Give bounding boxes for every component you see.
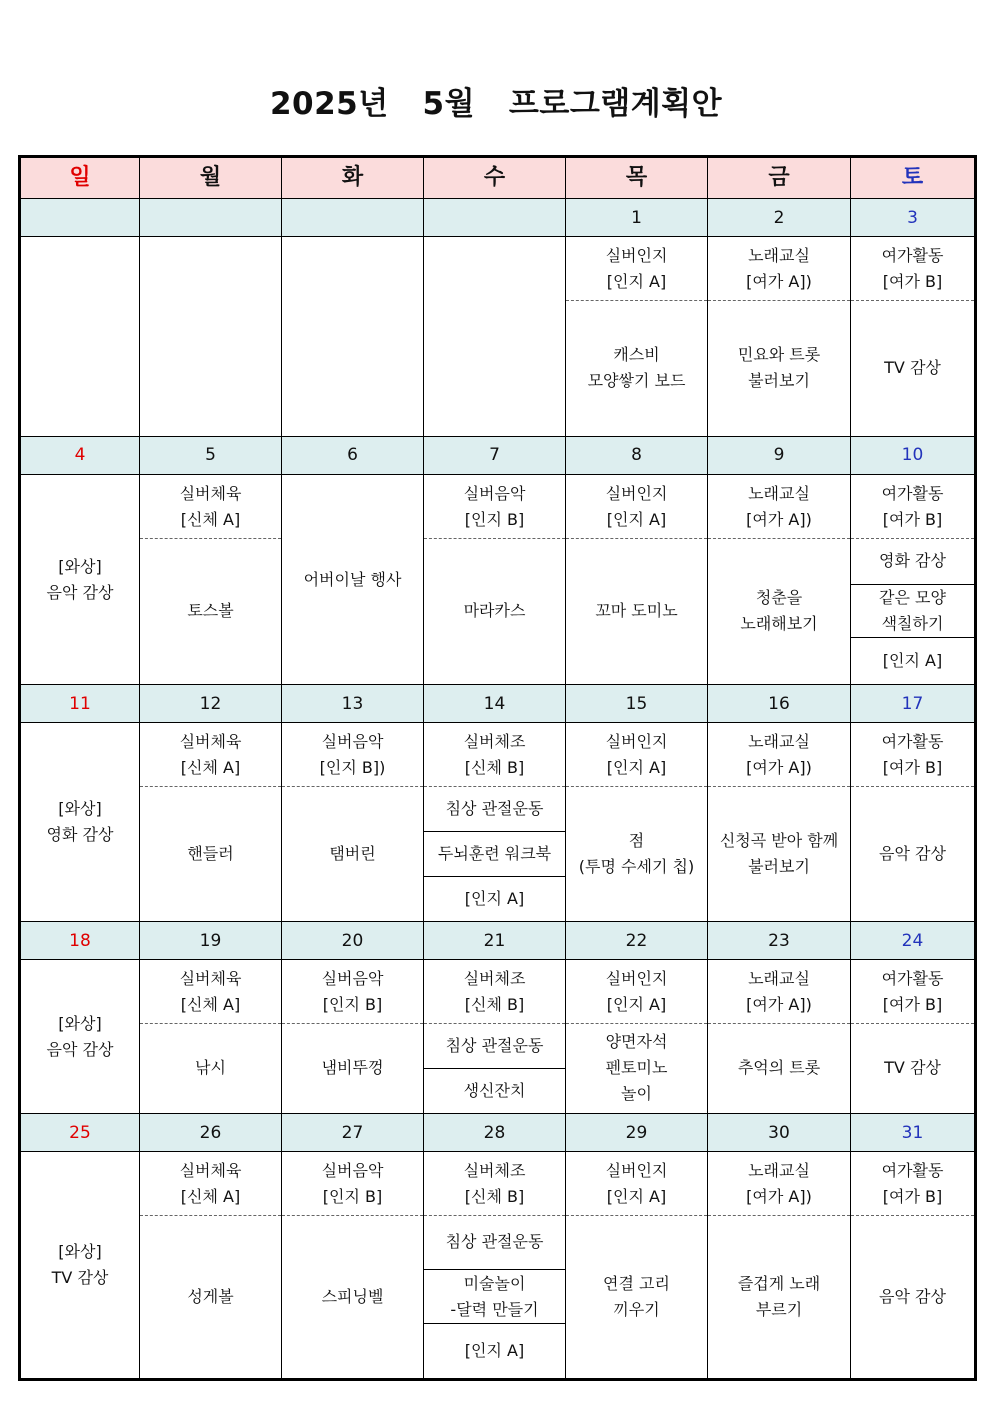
activity-text: [여가 B] [882,757,943,777]
date-cell: 17 [851,685,976,723]
activity-text: [여가 A]) [746,509,812,529]
activity-text: [신체 B] [464,1186,525,1206]
date-row [20,1114,976,1152]
program-title [566,238,707,301]
activity-text: [와상] [58,1242,102,1262]
activity-text: 실버음악 [463,483,526,503]
day-cell-wed [424,475,566,685]
date-cell [140,199,282,237]
activity-text: 미술놀이 [463,1273,526,1293]
activity-text: 노래교실 [748,245,810,265]
activity-text: -달력 만들기 [450,1299,539,1319]
activity-text: 실버체조 [463,1160,526,1180]
activity-text: 모양쌓기 보드 [587,371,686,391]
date-cell: 19 [140,922,282,960]
activity-text: 추억의 트롯 [737,1058,821,1078]
activity-text: [여가 B] [882,271,943,291]
day-cell-tue [282,475,424,685]
activity-text: (투명 수세기 칩) [578,856,695,876]
program-activity [424,877,565,921]
day-cell-wed [424,723,566,922]
program-title [708,961,850,1024]
day-cell-tue [282,1152,424,1380]
program-activity [566,1024,707,1113]
day-cell-thu [566,723,708,922]
activity-row [20,960,976,1114]
page-title: 2025년 5월 프로그램계획안 [269,86,723,122]
activity-text: 부르기 [755,1299,803,1319]
program-title [424,961,565,1024]
program-title [282,1153,423,1216]
activity-text: 여가활동 [881,483,944,503]
weekday-thursday: 목 [566,157,708,199]
program-activity [140,539,281,684]
date-cell [282,199,424,237]
activity-text: 노래교실 [748,731,810,751]
program-activity [708,1024,850,1113]
activity-text: 같은 모양 [879,588,946,608]
program-activity [566,301,707,436]
day-cell-sun [20,237,140,437]
program-title [851,476,974,539]
activity-text: 음악 감상 [879,1286,946,1306]
program-activity [566,539,707,684]
program-title [140,724,281,787]
program-activity [708,787,850,921]
program-activity [424,1324,565,1377]
date-cell: 22 [566,922,708,960]
activity-text: [와상] [58,799,102,819]
program-activity [708,301,850,436]
date-cell: 28 [424,1114,566,1152]
date-cell: 4 [20,436,140,474]
program-title [424,1153,565,1216]
activity-text: 침상 관절운동 [445,1232,544,1252]
date-cell: 7 [424,436,566,474]
day-cell-thu [566,960,708,1114]
program-title [851,238,974,301]
activity-text: 불러보기 [748,856,810,876]
date-cell: 16 [708,685,851,723]
activity-row [20,237,976,437]
program-title [566,961,707,1024]
day-cell-wed [424,1152,566,1380]
activity-text: 실버체조 [463,968,526,988]
date-cell: 24 [851,922,976,960]
weekday-saturday: 토 [851,157,976,199]
activity-text: 낚시 [195,1058,226,1078]
date-cell: 25 [20,1114,140,1152]
program-title [566,1153,707,1216]
activity-text: 노래교실 [748,968,810,988]
activity-row [20,1152,976,1380]
program-title [566,476,707,539]
activity-text: 색칠하기 [881,614,944,634]
activity-text: 실버음악 [321,1160,384,1180]
activity-text: 두뇌훈련 워크북 [437,843,552,863]
program-title [708,724,850,787]
program-activity [851,1216,974,1378]
program-title [708,1153,850,1216]
activity-text: [인지 A] [606,1186,667,1206]
activity-text: 민요와 트롯 [737,345,821,365]
day-cell-fri [708,723,851,922]
activity-text: 실버인지 [605,1160,668,1180]
date-cell: 2 [708,199,851,237]
date-cell [20,199,140,237]
activity-text: 실버인지 [605,968,668,988]
activity-text: 놀이 [621,1084,652,1104]
activity-text: [여가 A]) [746,1186,812,1206]
day-cell-fri [708,1152,851,1380]
activity-text: 실버음악 [321,968,384,988]
date-cell: 15 [566,685,708,723]
activity-text: 실버체육 [179,483,242,503]
date-cell: 9 [708,436,851,474]
program-title [140,1153,281,1216]
weekday-monday: 월 [140,157,282,199]
day-cell-tue [282,723,424,922]
program-activity [282,787,423,921]
date-cell: 6 [282,436,424,474]
day-cell-mon [140,237,282,437]
day-cell-thu [566,1152,708,1380]
activity-text: 성게볼 [187,1286,234,1306]
date-row [20,685,976,723]
program-activity [708,539,850,684]
activity-text: 연결 고리 [603,1273,670,1293]
activity-text: 스피닝벨 [321,1286,384,1306]
activity-text: [인지 A] [882,650,943,670]
activity-text: 영화 감상 [46,825,114,845]
day-cell-mon [140,1152,282,1380]
program-title [851,1153,974,1216]
activity-text: TV 감상 [884,1058,941,1078]
day-cell-sun [20,723,140,922]
date-cell: 20 [282,922,424,960]
program-activity [424,787,565,832]
date-cell: 23 [708,922,851,960]
activity-text: 점 [628,830,645,850]
program-activity [424,539,565,684]
activity-text: [인지 A] [606,757,667,777]
program-activity [424,1216,565,1270]
activity-text: 실버체육 [179,731,242,751]
activity-text: 여가활동 [881,1160,944,1180]
activity-text: [인지 B] [322,1186,383,1206]
day-cell-mon [140,723,282,922]
activity-text: [인지 A] [464,1340,525,1360]
date-row [20,436,976,474]
activity-text: 실버인지 [605,731,668,751]
program-activity [140,1216,281,1378]
program-activity [566,1216,707,1378]
activity-text: 끼우기 [613,1299,660,1319]
activity-text: 토스볼 [187,601,234,621]
activity-text: 꼬마 도미노 [595,601,678,621]
weekday-header-row [20,157,976,199]
activity-text: [와상] [58,556,102,576]
activity-text: [여가 A]) [746,757,812,777]
day-cell-sun [20,475,140,685]
day-cell-sun [20,1152,140,1380]
program-activity [282,1216,423,1378]
activity-text: 청춘을 [755,588,803,608]
activity-text: [인지 B] [464,509,525,529]
program-title [282,724,423,787]
day-cell-sun [20,960,140,1114]
activity-text: 실버인지 [605,245,668,265]
activity-text: 양면자석 [605,1032,668,1052]
activity-text: [신체 A] [180,509,241,529]
activity-text: [신체 A] [180,1186,241,1206]
day-cell-fri [708,960,851,1114]
activity-text: [인지 A] [606,271,667,291]
activity-text: 신청곡 받아 함께 [719,830,839,850]
activity-text: 펜토미노 [605,1058,668,1078]
program-title [708,238,850,301]
program-activity [851,301,974,436]
program-title [851,724,974,787]
program-activity [424,1069,565,1113]
day-cell-sat [851,1152,976,1380]
date-cell: 5 [140,436,282,474]
activity-text: 실버인지 [605,483,668,503]
weekday-wednesday: 수 [424,157,566,199]
program-activity [140,1024,281,1113]
day-cell-fri [708,237,851,437]
activity-text: 노래교실 [748,1160,810,1180]
activity-text: [신체 A] [180,994,241,1014]
date-cell: 14 [424,685,566,723]
program-activity [851,638,974,684]
activity-text: [여가 B] [882,509,943,529]
activity-text: 불러보기 [748,371,810,391]
date-cell: 13 [282,685,424,723]
activity-text: [여가 A]) [746,994,812,1014]
activity-text: 실버체육 [179,1160,242,1180]
activity-row [20,723,976,922]
day-cell-thu [566,237,708,437]
day-cell-wed [424,960,566,1114]
activity-text: 여가활동 [881,245,944,265]
date-cell: 1 [566,199,708,237]
day-cell-fri [708,475,851,685]
program-activity [851,539,974,586]
program-title [282,961,423,1024]
program-activity [851,1024,974,1113]
activity-text: 여가활동 [881,731,944,751]
activity-text: 냄비뚜껑 [321,1058,384,1078]
day-cell-tue [282,237,424,437]
activity-text: 실버음악 [321,731,384,751]
program-activity [566,787,707,921]
activity-text: [여가 B] [882,1186,943,1206]
activity-text: 캐스비 [613,345,660,365]
activity-text: 어버이날 행사 [303,569,402,589]
date-cell: 21 [424,922,566,960]
activity-text: 마라카스 [463,601,526,621]
date-cell: 26 [140,1114,282,1152]
activity-text: 노래해보기 [740,614,818,634]
day-cell-wed [424,237,566,437]
day-cell-sat [851,237,976,437]
program-title [851,961,974,1024]
date-cell: 18 [20,922,140,960]
program-title [140,961,281,1024]
activity-text: 음악 감상 [879,843,946,863]
date-cell: 3 [851,199,976,237]
date-cell: 29 [566,1114,708,1152]
activity-row [20,475,976,685]
date-cell: 11 [20,685,140,723]
activity-text: 영화 감상 [879,551,946,571]
day-cell-tue [282,960,424,1114]
activity-text: [신체 B] [464,994,525,1014]
program-activity [424,1270,565,1324]
day-cell-sat [851,960,976,1114]
program-title [424,476,565,539]
activity-text: [인지 A] [606,509,667,529]
program-activity [140,787,281,921]
program-activity [708,1216,850,1378]
date-row [20,199,976,237]
program-activity [851,787,974,921]
activity-text: 즐겁게 노래 [737,1273,821,1293]
program-title [424,724,565,787]
program-activity [851,585,974,638]
weekday-friday: 금 [708,157,851,199]
activity-text: 핸들러 [187,843,234,863]
program-activity [282,1024,423,1113]
activity-text: [인지 B]) [319,757,386,777]
date-cell [424,199,566,237]
program-title [140,476,281,539]
date-cell: 8 [566,436,708,474]
day-cell-sat [851,723,976,922]
date-cell: 12 [140,685,282,723]
program-activity [424,1024,565,1069]
activity-text: TV 감상 [884,358,941,378]
activity-text: 여가활동 [881,968,944,988]
activity-text: TV 감상 [51,1268,109,1288]
activity-text: [인지 A] [606,994,667,1014]
activity-text: 탬버린 [329,843,376,863]
activity-text: 실버체조 [463,731,526,751]
activity-text: 침상 관절운동 [445,1035,544,1055]
date-row [20,922,976,960]
weekday-sunday: 일 [20,157,140,199]
program-title [708,476,850,539]
date-cell: 30 [708,1114,851,1152]
date-cell: 31 [851,1114,976,1152]
day-cell-sat [851,475,976,685]
day-cell-thu [566,475,708,685]
activity-text: 노래교실 [748,483,810,503]
date-cell: 27 [282,1114,424,1152]
day-cell-mon [140,960,282,1114]
activity-text: [신체 A] [180,757,241,777]
date-cell: 10 [851,436,976,474]
activity-text: 생신잔치 [463,1080,526,1100]
program-activity [424,832,565,877]
activity-text: [와상] [58,1013,102,1033]
activity-text: [여가 A]) [746,271,812,291]
activity-text: [인지 B] [322,994,383,1014]
activity-text: 음악 감상 [46,582,114,602]
program-title [566,724,707,787]
activity-text: 음악 감상 [46,1039,114,1059]
activity-text: 실버체육 [179,968,242,988]
program-calendar [18,155,977,1381]
activity-text: 침상 관절운동 [445,798,544,818]
day-cell-mon [140,475,282,685]
activity-text: [여가 B] [882,994,943,1014]
weekday-tuesday: 화 [282,157,424,199]
activity-text: [신체 B] [464,757,525,777]
activity-text: [인지 A] [464,888,525,908]
